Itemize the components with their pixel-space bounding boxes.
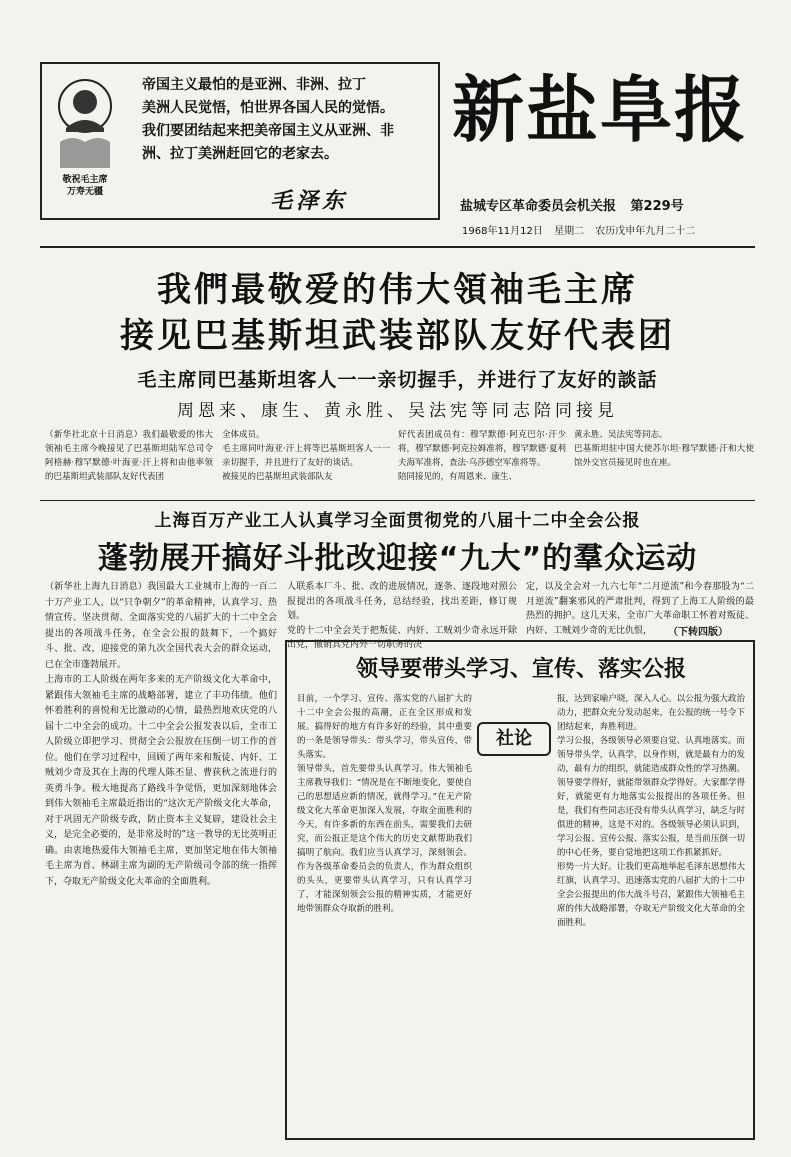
publication-info	[460, 195, 684, 214]
second-column-1: （新华社上海九日消息）我国最大工业城市上海的一百二十万产业工人，以“只争朝夕”的革命精神，认真学习、热情宣传、坚决贯彻、全面落实党的八届扩大的十二中全会提出的各项战斗任务，在全会公报的鼓舞下，一个搞好斗、批、改，迎接党的第九次全国代表大会的群众运动，已在全市蓬勃展开。 上海市的工人阶级在两年多来的无产阶级文化大革命中，紧跟伟大领袖毛主席的战略部署，建立了丰功伟绩。他们怀着胜利的喜悦和无比激动的心情，最热烈地欢庆党的八届十二中全会的成功。十二中全会公报发表以后，全市工人阶级立即把学习、贯彻全会公报放在压倒一切工作的首位。他们在学习过程中，回顾了两年来和叛徒、内奸、工贼刘少奇及其在上海的代理人陈丕显、曹荻秋之流进行的英勇斗争。极大地提高了路线斗争觉悟，更加深刻地体会到伟大领袖毛主席最近指出的“这次无产阶级文化大革命，对于巩固无产阶级专政，防止资本主义复辟，建设社会主义，是完全必要的，是非常及时的”这一教导的无比英明正确。由衷地热爱伟大领袖毛主席，更加坚定地在伟大领袖毛主席为首、林副主席为副的无产阶级司令部的统一指挥下，夺取无产阶级文化大革命的全面胜利。	[45, 582, 277, 887]
lead-subhead-1: 毛主席同巴基斯坦客人一一亲切握手，并进行了友好的談話	[137, 369, 658, 391]
quote-line: 帝国主义最怕的是亚洲、非洲、拉丁	[142, 77, 366, 93]
lunar-date: 农历戊申年九月二十二	[595, 226, 696, 237]
second-kicker: 上海百万产业工人认真学习全面贯彻党的八届十二中全会公报	[154, 511, 641, 531]
newspaper-title: 新盐阜报	[452, 68, 749, 152]
quote-line: 美洲人民觉悟，怕世界各国人民的觉悟。	[142, 100, 394, 116]
editorial-label: 社论	[477, 722, 551, 756]
portrait-medallion	[52, 72, 118, 204]
weekday: 星期二	[554, 226, 585, 237]
signature: 毛泽东	[270, 188, 349, 214]
editorial-box	[285, 640, 755, 1140]
date: 1968年11月12日	[462, 226, 543, 237]
lead-headline-2: 接见巴基斯坦武装部队友好代表团	[120, 316, 675, 356]
portrait-icon	[52, 72, 118, 172]
second-column-2: 人联系本厂斗、批、改的进展情况，逐条、逐段地对照公报提出的各项战斗任务，总结经验，找出差距，修订规划。 党的十二中全会关于把叛徒、内奸、工贼刘少奇永远开除出党，撤销其党内外一切职务的决	[287, 582, 517, 650]
second-headline: 蓬勃展开搞好斗批改迎接“九大”的羣众运动	[97, 541, 698, 576]
second-column-3: 定，以及全会对一九六七年“二月逆流”和今春那股为“二月逆流”翻案邪风的严肃批判，得到了上海工人阶级的最热烈的拥护。这几天来，全市广大革命职工怀着对叛徒、内奸、工贼刘少奇的无比仇恨，	[526, 582, 754, 636]
divider	[40, 246, 755, 248]
quote-text	[142, 74, 432, 166]
divider	[40, 500, 755, 501]
quote-line: 我们要团结起来把美帝国主义从亚洲、非	[142, 123, 394, 139]
lead-column-1: （新华社北京十日消息）我们最敬爱的伟大领袖毛主席今晚接见了巴基斯坦陆军总司令阿格赫·穆罕默德·叶海亚·汗上将和由他率领的巴基斯坦武装部队友好代表团	[45, 430, 213, 482]
lead-column-4: 黄永胜、吴法宪等同志。 巴基斯坦驻中国大使苏尔坦·穆罕默德·汗和大使馆外交官员接见时也在座。	[574, 430, 754, 468]
issue-number: 第229号	[630, 199, 684, 214]
editorial-column-2: 报，达到家喻户晓，深入人心。以公报为强大政治动力，把群众充分发动起来，在公报的统一号令下团结起来，奔胜利进。 学习公报，各级领导必须要自觉、认真地落实。而领导带头学，认真学，以身作则，就是最有力的发动，最有力的组织，就能造成群众性的学习热潮。领导要学得好，就能带领群众学得好。大家都学得好，就能更有力地落实公报提出的各项任务。但是，我们有些同志还没有带头认真学习，缺乏与时俱进的精神，这是不对的。各级领导必须认识到，学习公报、宣传公报、落实公报，是当前压倒一切的中心任务，要自觉地把这项工作抓紧抓好。 形势一片大好。让我们更高地举起毛泽东思想伟大红旗，认真学习、迅速落实党的八届扩大的十二中全会公报提出的伟大战斗号召，紧跟伟大领袖毛主席的伟大战略部署，夺取无产阶级文化大革命的全面胜利。	[557, 694, 745, 928]
publisher: 盐城专区革命委员会机关报	[460, 199, 617, 214]
date-line	[462, 222, 695, 237]
continued-note: （下转四版）	[668, 627, 728, 638]
lead-subhead-2: 周恩来、康生、黄永胜、吴法宪等同志陪同接見	[177, 401, 618, 421]
quote-box	[40, 62, 440, 220]
quote-line: 洲、拉丁美洲赶回它的老家去。	[142, 146, 338, 162]
lead-column-2: 全体成员。 毛主席同叶海亚·汗上将等巴基斯坦客人一一亲切握手，并且进行了友好的谈话。 被接见的巴基斯坦武装部队友	[222, 430, 390, 482]
portrait-caption-line1: 敬祝毛主席	[62, 175, 108, 185]
editorial-title: 领导要带头学习、宣传、落实公报	[355, 657, 686, 682]
editorial-column-1: 目前，一个学习、宣传、落实党的八届扩大的十二中全会公报的高潮，正在全区形成和发展。搞得好的地方有许多好的经验，其中重要的一条是领导带头：带头学习，带头宣传，带头落实。 领导带头，首先要带头认真学习。伟大领袖毛主席教导我们：“情况是在不断地变化，要使自己的思想适应新的情况，就得学习。”在无产阶级文化大革命更加深入发展，夺取全面胜利的今天，有许多新的东西在前头，需要我们去研究，而公报正是这个伟大的历史文献帮助我们搞明了航向。我们应当认真学习，深刻领会。作为各级革命委员会的负责人，作为群众组织的头头，更要带头认真学习，只有认真学习了，才能深刻领会公报的精神实质，才能更好地带领群众夺取新的胜利。	[297, 694, 472, 914]
lead-column-3: 好代表团成员有：穆罕默德·阿克巴尔·汗少将，穆罕默德·阿克拉姆准将，穆罕默德·夏利夫海军准将，查法·乌莎德空军准将等。 陪同接见的，有周恩来、康生、	[398, 430, 566, 482]
lead-headline-1: 我們最敬爱的伟大領袖毛主席	[157, 270, 638, 310]
portrait-caption-line2: 万寿无疆	[66, 187, 103, 197]
